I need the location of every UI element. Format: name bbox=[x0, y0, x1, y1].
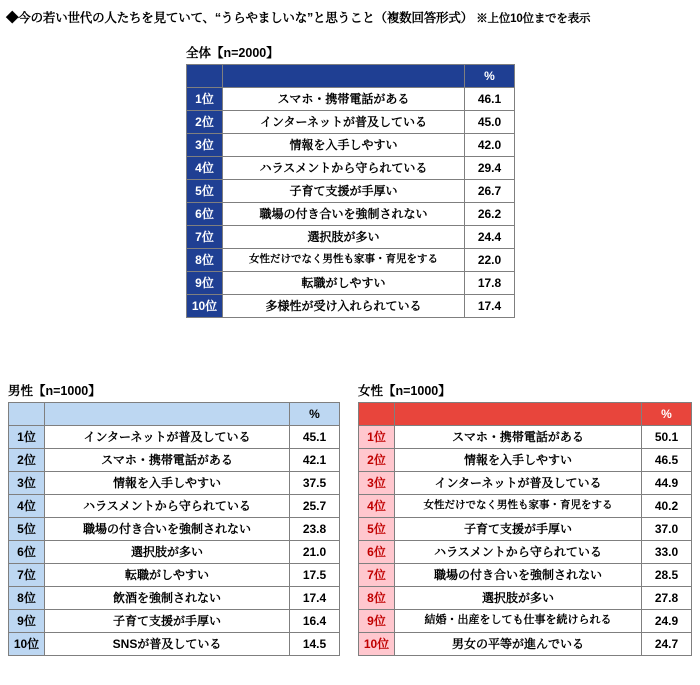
table-row bbox=[187, 226, 515, 249]
percent-value-cell: 26.2 bbox=[465, 203, 515, 226]
item-label-cell: 結婚・出産をしても仕事を続けられる bbox=[395, 610, 642, 633]
table-row bbox=[9, 633, 340, 656]
rank-cell: 2位 bbox=[9, 449, 45, 472]
rank-cell: 10位 bbox=[359, 633, 395, 656]
table-row bbox=[187, 203, 515, 226]
table-row bbox=[9, 541, 340, 564]
table-row bbox=[359, 518, 692, 541]
percent-value-cell: 45.1 bbox=[290, 426, 340, 449]
item-label-cell: 女性だけでなく男性も家事・育児をする bbox=[223, 249, 465, 272]
rank-cell: 10位 bbox=[187, 295, 223, 318]
item-label-cell: 選択肢が多い bbox=[45, 541, 290, 564]
table-title-overall: 全体【n=2000】 bbox=[186, 46, 279, 60]
item-label-cell: インターネットが普及している bbox=[45, 426, 290, 449]
item-label-cell: インターネットが普及している bbox=[395, 472, 642, 495]
item-label-cell: 多様性が受け入れられている bbox=[223, 295, 465, 318]
rank-cell: 6位 bbox=[187, 203, 223, 226]
table-title-female: 女性【n=1000】 bbox=[358, 384, 451, 398]
item-label-cell: 職場の付き合いを強制されない bbox=[395, 564, 642, 587]
rank-table-female bbox=[358, 402, 692, 656]
rank-cell: 8位 bbox=[9, 587, 45, 610]
rank-cell: 5位 bbox=[9, 518, 45, 541]
percent-value-cell: 46.5 bbox=[642, 449, 692, 472]
rank-cell: 6位 bbox=[359, 541, 395, 564]
percent-value-cell: 22.0 bbox=[465, 249, 515, 272]
page-title-text: ◆今の若い世代の人たちを見ていて、“うらやましいな”と思うこと（複数回答形式） bbox=[6, 11, 473, 25]
rank-cell: 3位 bbox=[9, 472, 45, 495]
rank-cell: 3位 bbox=[359, 472, 395, 495]
percent-value-cell: 33.0 bbox=[642, 541, 692, 564]
table-row bbox=[359, 426, 692, 449]
table-header-row bbox=[187, 65, 515, 88]
table-block-female bbox=[358, 381, 692, 656]
item-label-cell: 職場の付き合いを強制されない bbox=[223, 203, 465, 226]
percent-value-cell: 23.8 bbox=[290, 518, 340, 541]
rank-cell: 9位 bbox=[187, 272, 223, 295]
item-label-cell: スマホ・携帯電話がある bbox=[395, 426, 642, 449]
table-row bbox=[9, 587, 340, 610]
percent-value-cell: 28.5 bbox=[642, 564, 692, 587]
header-percent-cell: % bbox=[465, 65, 515, 88]
table-row bbox=[187, 180, 515, 203]
item-label-cell: SNSが普及している bbox=[45, 633, 290, 656]
item-label-cell: 転職がしやすい bbox=[45, 564, 290, 587]
rank-cell: 2位 bbox=[187, 111, 223, 134]
percent-value-cell: 46.1 bbox=[465, 88, 515, 111]
header-label-cell bbox=[45, 403, 290, 426]
percent-value-cell: 45.0 bbox=[465, 111, 515, 134]
rank-cell: 7位 bbox=[9, 564, 45, 587]
rank-cell: 7位 bbox=[359, 564, 395, 587]
item-label-cell: 子育て支援が手厚い bbox=[45, 610, 290, 633]
table-row bbox=[359, 633, 692, 656]
rank-cell: 3位 bbox=[187, 134, 223, 157]
header-percent-cell: % bbox=[290, 403, 340, 426]
table-row bbox=[9, 472, 340, 495]
item-label-cell: 職場の付き合いを強制されない bbox=[45, 518, 290, 541]
percent-value-cell: 26.7 bbox=[465, 180, 515, 203]
percent-value-cell: 25.7 bbox=[290, 495, 340, 518]
table-row bbox=[187, 88, 515, 111]
page-title bbox=[6, 8, 590, 26]
table-row bbox=[187, 111, 515, 134]
rank-cell: 8位 bbox=[187, 249, 223, 272]
item-label-cell: ハラスメントから守られている bbox=[223, 157, 465, 180]
table-row bbox=[9, 495, 340, 518]
item-label-cell: ハラスメントから守られている bbox=[395, 541, 642, 564]
table-row bbox=[187, 295, 515, 318]
table-row bbox=[9, 610, 340, 633]
item-label-cell: スマホ・携帯電話がある bbox=[45, 449, 290, 472]
rank-cell: 1位 bbox=[187, 88, 223, 111]
item-label-cell: 男女の平等が進んでいる bbox=[395, 633, 642, 656]
table-row bbox=[359, 610, 692, 633]
rank-cell: 10位 bbox=[9, 633, 45, 656]
rank-cell: 9位 bbox=[9, 610, 45, 633]
rank-cell: 7位 bbox=[187, 226, 223, 249]
percent-value-cell: 14.5 bbox=[290, 633, 340, 656]
page-title-note: ※上位10位までを表示 bbox=[476, 13, 591, 25]
header-rank-cell bbox=[359, 403, 395, 426]
rank-cell: 4位 bbox=[9, 495, 45, 518]
table-row bbox=[187, 134, 515, 157]
percent-value-cell: 29.4 bbox=[465, 157, 515, 180]
table-row bbox=[9, 449, 340, 472]
table-header-row bbox=[9, 403, 340, 426]
table-row bbox=[187, 249, 515, 272]
percent-value-cell: 40.2 bbox=[642, 495, 692, 518]
item-label-cell: 選択肢が多い bbox=[395, 587, 642, 610]
rank-cell: 5位 bbox=[359, 518, 395, 541]
percent-value-cell: 21.0 bbox=[290, 541, 340, 564]
percent-value-cell: 42.0 bbox=[465, 134, 515, 157]
table-header-row bbox=[359, 403, 692, 426]
rank-cell: 6位 bbox=[9, 541, 45, 564]
table-row bbox=[359, 449, 692, 472]
header-label-cell bbox=[223, 65, 465, 88]
item-label-cell: 子育て支援が手厚い bbox=[223, 180, 465, 203]
rank-cell: 9位 bbox=[359, 610, 395, 633]
item-label-cell: インターネットが普及している bbox=[223, 111, 465, 134]
percent-value-cell: 24.9 bbox=[642, 610, 692, 633]
percent-value-cell: 37.0 bbox=[642, 518, 692, 541]
table-row bbox=[9, 426, 340, 449]
item-label-cell: 転職がしやすい bbox=[223, 272, 465, 295]
item-label-cell: 情報を入手しやすい bbox=[395, 449, 642, 472]
table-row bbox=[359, 541, 692, 564]
rank-table-male bbox=[8, 402, 340, 656]
header-label-cell bbox=[395, 403, 642, 426]
table-row bbox=[359, 472, 692, 495]
percent-value-cell: 44.9 bbox=[642, 472, 692, 495]
rank-table-overall bbox=[186, 64, 515, 318]
item-label-cell: スマホ・携帯電話がある bbox=[223, 88, 465, 111]
table-row bbox=[9, 564, 340, 587]
percent-value-cell: 16.4 bbox=[290, 610, 340, 633]
table-row bbox=[359, 587, 692, 610]
item-label-cell: 選択肢が多い bbox=[223, 226, 465, 249]
item-label-cell: ハラスメントから守られている bbox=[45, 495, 290, 518]
rank-cell: 4位 bbox=[187, 157, 223, 180]
item-label-cell: 女性だけでなく男性も家事・育児をする bbox=[395, 495, 642, 518]
item-label-cell: 情報を入手しやすい bbox=[223, 134, 465, 157]
percent-value-cell: 17.8 bbox=[465, 272, 515, 295]
table-row bbox=[187, 157, 515, 180]
percent-value-cell: 24.7 bbox=[642, 633, 692, 656]
table-row bbox=[359, 495, 692, 518]
header-percent-cell: % bbox=[642, 403, 692, 426]
header-rank-cell bbox=[187, 65, 223, 88]
item-label-cell: 子育て支援が手厚い bbox=[395, 518, 642, 541]
header-rank-cell bbox=[9, 403, 45, 426]
item-label-cell: 情報を入手しやすい bbox=[45, 472, 290, 495]
percent-value-cell: 17.4 bbox=[465, 295, 515, 318]
percent-value-cell: 17.5 bbox=[290, 564, 340, 587]
percent-value-cell: 37.5 bbox=[290, 472, 340, 495]
item-label-cell: 飲酒を強制されない bbox=[45, 587, 290, 610]
percent-value-cell: 50.1 bbox=[642, 426, 692, 449]
rank-cell: 2位 bbox=[359, 449, 395, 472]
rank-cell: 1位 bbox=[359, 426, 395, 449]
percent-value-cell: 17.4 bbox=[290, 587, 340, 610]
rank-cell: 5位 bbox=[187, 180, 223, 203]
rank-cell: 1位 bbox=[9, 426, 45, 449]
table-row bbox=[187, 272, 515, 295]
table-title-male: 男性【n=1000】 bbox=[8, 384, 101, 398]
rank-cell: 8位 bbox=[359, 587, 395, 610]
percent-value-cell: 24.4 bbox=[465, 226, 515, 249]
table-block-male bbox=[8, 381, 340, 656]
percent-value-cell: 27.8 bbox=[642, 587, 692, 610]
table-row bbox=[359, 564, 692, 587]
percent-value-cell: 42.1 bbox=[290, 449, 340, 472]
rank-cell: 4位 bbox=[359, 495, 395, 518]
table-block-overall bbox=[186, 43, 515, 318]
table-row bbox=[9, 518, 340, 541]
